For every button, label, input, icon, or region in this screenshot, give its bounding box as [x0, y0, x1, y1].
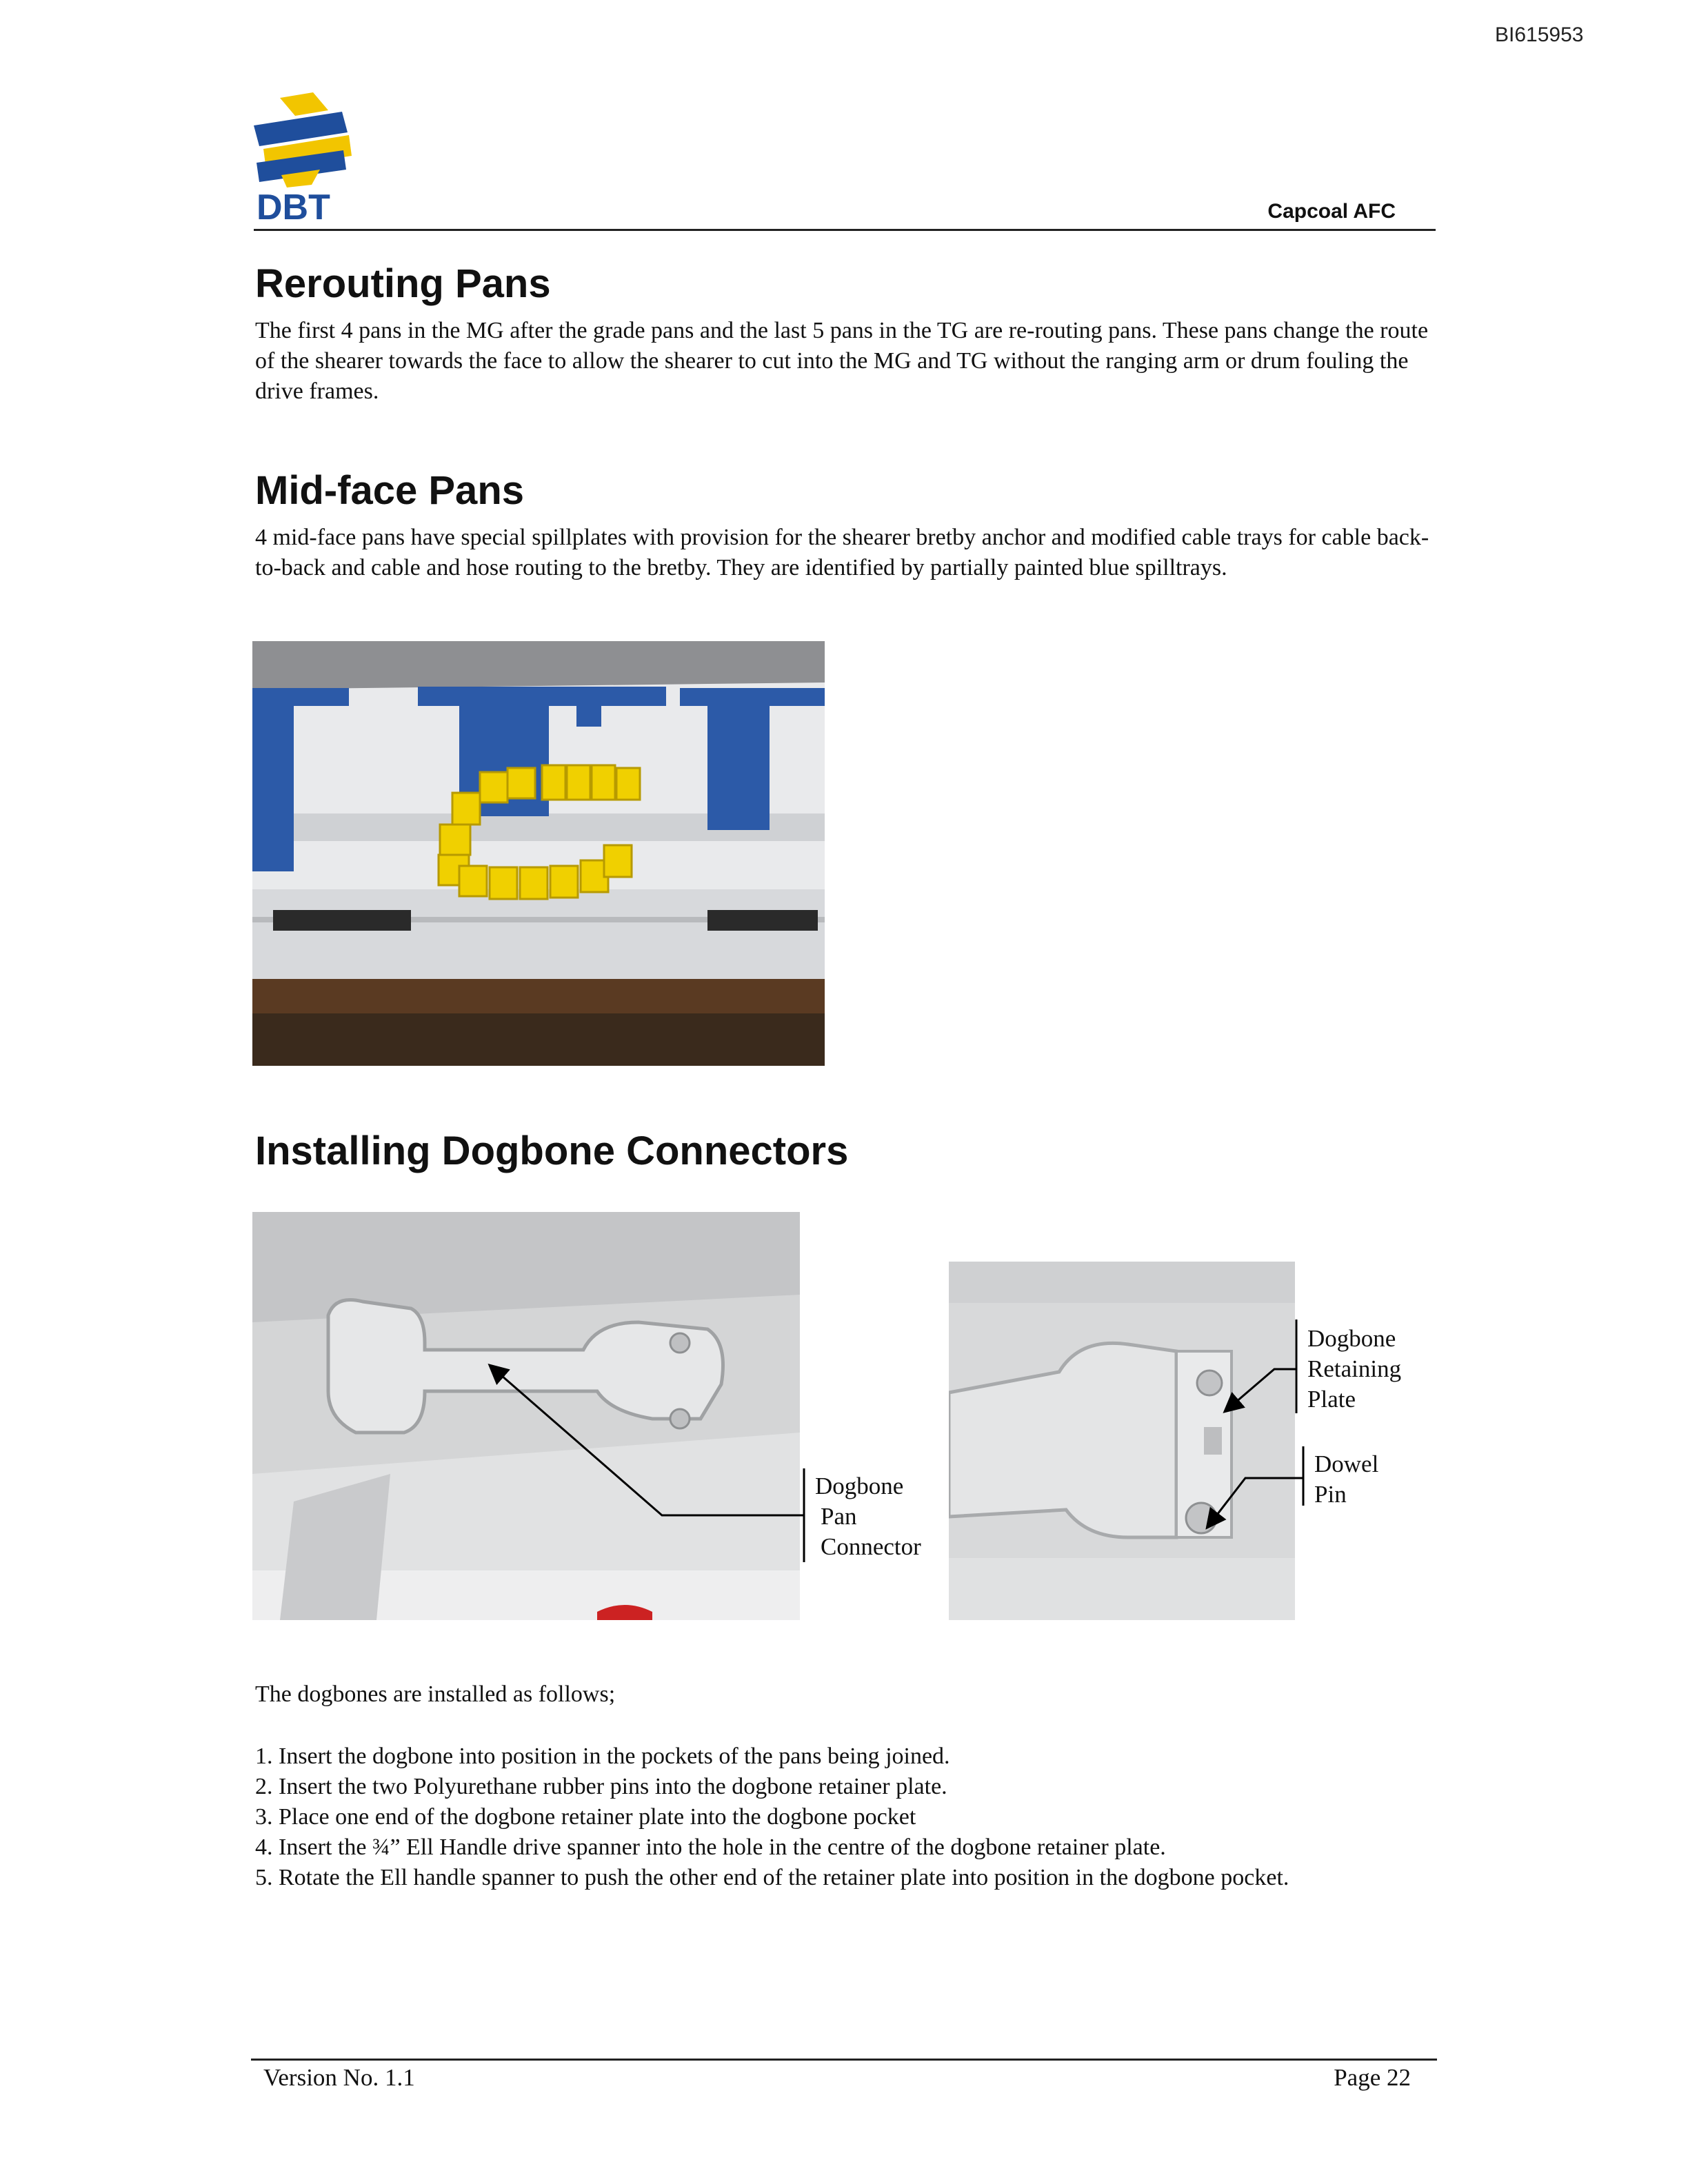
instruction-step: 1. Insert the dogbone into position in the pockets of the pans being joined. — [255, 1743, 950, 1769]
callout-dowel-pin — [1314, 1449, 1378, 1510]
callout-line: Plate — [1307, 1386, 1356, 1413]
callout-line: Dogbone — [815, 1473, 904, 1499]
callout-line: Connector — [821, 1533, 921, 1560]
paragraph-mid-face-pans: 4 mid-face pans have special spillplates with provision for the shearer bretby anchor and modified cable trays for cable back-to-back and cable and hose routing to the bretby. They are identified by partially painted blue spilltrays. — [255, 525, 1429, 580]
instructions-intro: The dogbones are installed as follows; — [255, 1681, 616, 1707]
instruction-step: 4. Insert the ¾” Ell Handle drive spanner into the hole in the centre of the dogbone retainer plate. — [255, 1834, 1166, 1860]
callout-line: Pan — [821, 1503, 857, 1530]
instruction-step: 5. Rotate the Ell handle spanner to push the other end of the retainer plate into position in the dogbone pocket. — [255, 1865, 1289, 1890]
callout-line: Pin — [1314, 1481, 1347, 1508]
footer-page-number: Page 22 — [1334, 2064, 1411, 2091]
callout-retaining-plate — [1307, 1324, 1401, 1415]
logo-text: DBT — [257, 188, 330, 223]
callout-line: Dowel — [1314, 1450, 1379, 1477]
document-id: BI615953 — [1495, 23, 1584, 46]
footer-version: Version No. 1.1 — [263, 2064, 415, 2091]
callout-line: Dogbone — [1307, 1325, 1396, 1352]
callout-pan-connector — [815, 1471, 921, 1562]
callout-line: Retaining — [1307, 1355, 1402, 1382]
heading-rerouting-pans: Rerouting Pans — [255, 261, 551, 306]
heading-mid-face-pans: Mid-face Pans — [255, 468, 524, 513]
paragraph-rerouting-pans: The first 4 pans in the MG after the grade pans and the last 5 pans in the TG are re-routing pans. These pans change the route of the shearer towards the face to allow the shearer to cut into the MG and TG without the ranging arm or drum fouling the drive frames. — [255, 318, 1429, 404]
footer-rule — [251, 2059, 1437, 2061]
heading-installing-dogbone-connectors: Installing Dogbone Connectors — [255, 1129, 849, 1173]
instruction-step: 2. Insert the two Polyurethane rubber pins into the dogbone retainer plate. — [255, 1774, 947, 1799]
instruction-steps — [255, 1741, 1441, 1893]
header-title: Capcoal AFC — [1267, 200, 1396, 223]
instruction-step: 3. Place one end of the dogbone retainer plate into the dogbone pocket — [255, 1804, 916, 1830]
